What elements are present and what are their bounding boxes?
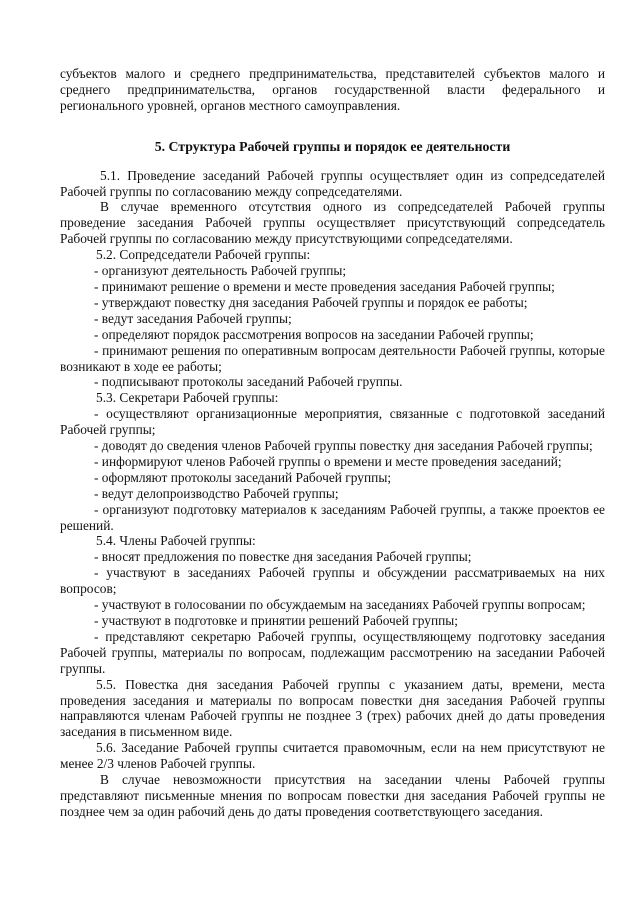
section-heading: 5. Структура Рабочей группы и порядок ее деятельности <box>154 138 511 154</box>
document-page <box>60 66 605 820</box>
intro-continuation: субъектов малого и среднего предпринимательства, представителей субъектов малого и среднего предпринимательства, органов государственной власти федерального и регионального уровней, органов местного самоуправления. <box>60 66 605 113</box>
list-item: - ведут заседания Рабочей группы; <box>94 310 292 326</box>
paragraph-5-1-absence: В случае временного отсутствия одного из сопредседателей Рабочей группы проведение заседания Рабочей группы осуществляет присутствующий сопредседатель Рабочей группы по согласованию между присутствующими сопредседателями. <box>60 199 605 247</box>
list-item: - участвуют в голосовании по обсуждаемым на заседаниях Рабочей группы вопросам; <box>94 597 586 613</box>
list-item: - участвуют в подготовке и принятии решений Рабочей группы; <box>94 613 458 628</box>
paragraph-5-6-absence: В случае невозможности присутствия на заседании члены Рабочей группы представляют письменные мнения по вопросам повестки дня заседания Рабочей группы не позднее чем за один рабочий день до даты проведения соответствующего заседания. <box>60 772 605 819</box>
list-item: - информируют членов Рабочей группы о времени и месте проведения заседаний; <box>94 453 562 469</box>
list-item: - определяют порядок рассмотрения вопросов на заседании Рабочей группы; <box>94 326 534 342</box>
paragraph-5-1: 5.1. Проведение заседаний Рабочей группы осуществляет один из сопредседателей Рабочей группы по согласованию между сопредседателями. <box>60 167 605 199</box>
list-item: - утверждают повестку дня заседания Рабочей группы и порядок ее работы; <box>94 294 528 310</box>
list-item: - вносят предложения по повестке дня заседания Рабочей группы; <box>94 549 472 565</box>
list-item: - принимают решение о времени и месте проведения заседания Рабочей группы; <box>94 278 555 294</box>
list-item: - организуют подготовку материалов к заседаниям Рабочей группы, а также проектов ее решений. <box>60 501 605 533</box>
list-5-4 <box>60 549 605 676</box>
list-item: - принимают решения по оперативным вопросам деятельности Рабочей группы, которые возникают в ходе ее работы; <box>60 342 605 374</box>
list-5-3 <box>60 406 605 533</box>
list-item: - организуют деятельность Рабочей группы; <box>94 263 347 279</box>
paragraph-5-6: 5.6. Заседание Рабочей группы считается правомочным, если на нем присутствуют не менее 2/3 членов Рабочей группы. <box>60 740 605 772</box>
list-item: - оформляют протоколы заседаний Рабочей группы; <box>94 469 392 485</box>
list-item: - представляют секретарю Рабочей группы, осуществляющему подготовку заседания Рабочей группы, материалы по вопросам, подлежащим рассмотрению на заседании Рабочей группы. <box>60 628 605 676</box>
list-item: - участвуют в заседаниях Рабочей группы и обсуждении рассматриваемых на них вопросов; <box>60 565 605 597</box>
paragraph-5-4: 5.4. Члены Рабочей группы: <box>96 533 256 549</box>
paragraph-5-3: 5.3. Секретари Рабочей группы: <box>96 390 279 406</box>
paragraph-5-2: 5.2. Сопредседатели Рабочей группы: <box>96 247 311 263</box>
list-item: - доводят до сведения членов Рабочей группы повестку дня заседания Рабочей группы; <box>94 438 593 454</box>
list-item: - подписывают протоколы заседаний Рабочей группы. <box>94 374 403 390</box>
list-item: - ведут делопроизводство Рабочей группы; <box>94 485 339 501</box>
paragraph-5-5: 5.5. Повестка дня заседания Рабочей группы с указанием даты, времени, места проведения заседания и материалы по вопросам повестки дня заседания Рабочей группы направляются членам Рабочей группы не позднее 3 (трех) рабочих дней до даты проведения заседания в письменном виде. <box>60 676 605 740</box>
list-item: - осуществляют организационные мероприятия, связанные с подготовкой заседаний Рабочей группы; <box>60 406 605 438</box>
list-5-2 <box>60 263 605 390</box>
